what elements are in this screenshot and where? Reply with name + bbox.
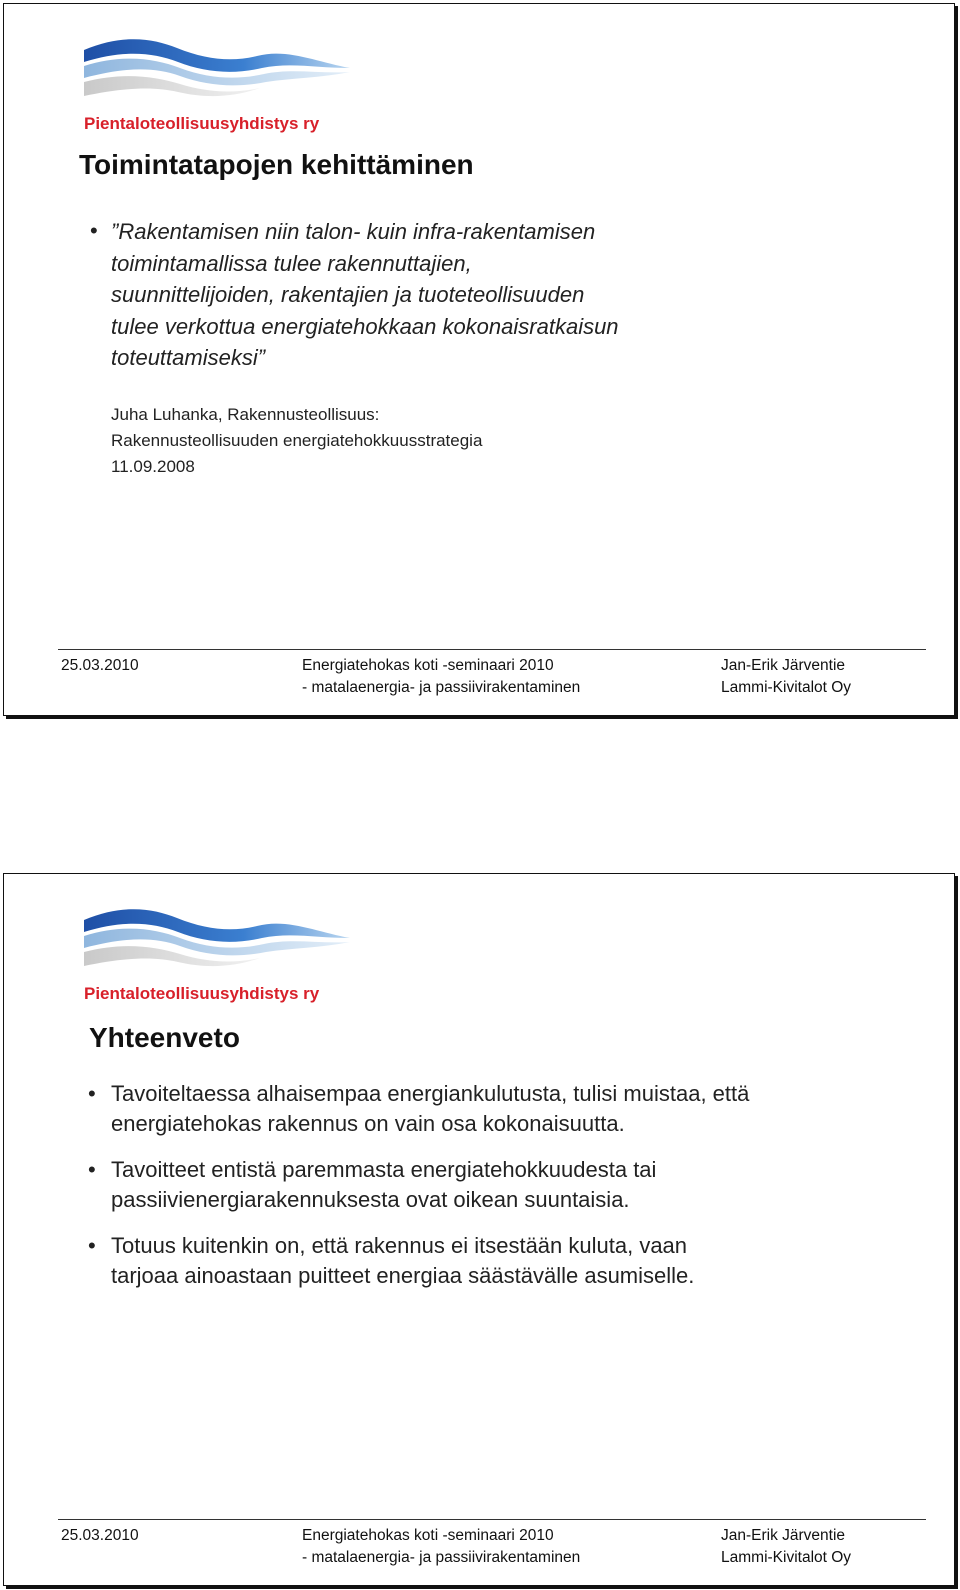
footer-event-line: Energiatehokas koti -seminaari 2010 [302,657,554,674]
footer-event [302,655,580,699]
bullet-text-line: passiivienergiarakennuksesta ovat oikean suuntaisia. [111,1187,630,1212]
footer-event-line: - matalaenergia- ja passiivirakentaminen [302,679,581,696]
footer-author [721,1525,851,1569]
footer-date-text: 25.03.2010 [61,657,139,674]
slide-2 [3,873,955,1586]
summary-bullet-list [84,1079,924,1307]
footer-author-name: Jan-Erik Järventie [721,1527,846,1544]
bullet-icon: • [88,1233,96,1258]
footer-event-line: - matalaenergia- ja passiivirakentaminen [302,1549,581,1566]
wave-logo-icon [82,32,362,107]
citation-line: 11.09.2008 [111,457,195,476]
footer-company: Lammi-Kivitalot Oy [721,679,852,696]
quote-citation [111,402,751,480]
bullet-icon: • [88,1081,96,1106]
slide-1 [3,3,955,716]
quote-block [111,216,751,374]
bullet-icon: • [90,218,98,243]
footer-author-name: Jan-Erik Järventie [721,657,846,674]
footer-event-line: Energiatehokas koti -seminaari 2010 [302,1527,554,1544]
footer-company: Lammi-Kivitalot Oy [721,1549,852,1566]
footer-date [61,1525,139,1547]
slide-title: Toimintatapojen kehittäminen [79,149,474,180]
slide-title: Yhteenveto [89,1022,240,1053]
quote-line: toimintamallissa tulee rakennuttajien, [111,250,472,276]
organization-name: Pientaloteollisuusyhdistys ry [84,984,320,1003]
citation-line: Juha Luhanka, Rakennusteollisuus: [111,405,380,424]
quote-line: ”Rakentamisen niin talon- kuin infra-rakentamisen [111,219,596,244]
quote-line: suunnittelijoiden, rakentajien ja tuoteteollisuuden [111,282,585,307]
list-item [84,1079,924,1139]
wave-logo-icon [82,902,362,977]
organization-name: Pientaloteollisuusyhdistys ry [84,114,320,133]
footer-date [61,655,139,677]
bullet-text-line: Tavoiteltaessa alhaisempaa energiankulutusta, tulisi muistaa, että [111,1081,750,1106]
list-item [84,1155,924,1215]
citation-line: Rakennusteollisuuden energiatehokkuusstrategia [111,431,483,450]
footer-divider [58,1519,926,1520]
quote-line: tulee verkottua energiatehokkaan kokonaisratkaisun [111,313,619,339]
list-item [84,1231,924,1291]
bullet-text-line: energiatehokas rakennus on vain osa kokonaisuutta. [111,1111,625,1136]
bullet-text-line: Tavoitteet entistä paremmasta energiatehokkuudesta tai [111,1157,657,1182]
quote-line: toteuttamiseksi” [111,345,266,370]
footer-divider [58,649,926,650]
bullet-text-line: tarjoaa ainoastaan puitteet energiaa säästävälle asumiselle. [111,1263,695,1288]
footer-date-text: 25.03.2010 [61,1527,139,1544]
bullet-text-line: Totuus kuitenkin on, että rakennus ei itsestään kuluta, vaan [111,1233,688,1258]
bullet-icon: • [88,1157,96,1182]
footer-author [721,655,851,699]
footer-event [302,1525,580,1569]
